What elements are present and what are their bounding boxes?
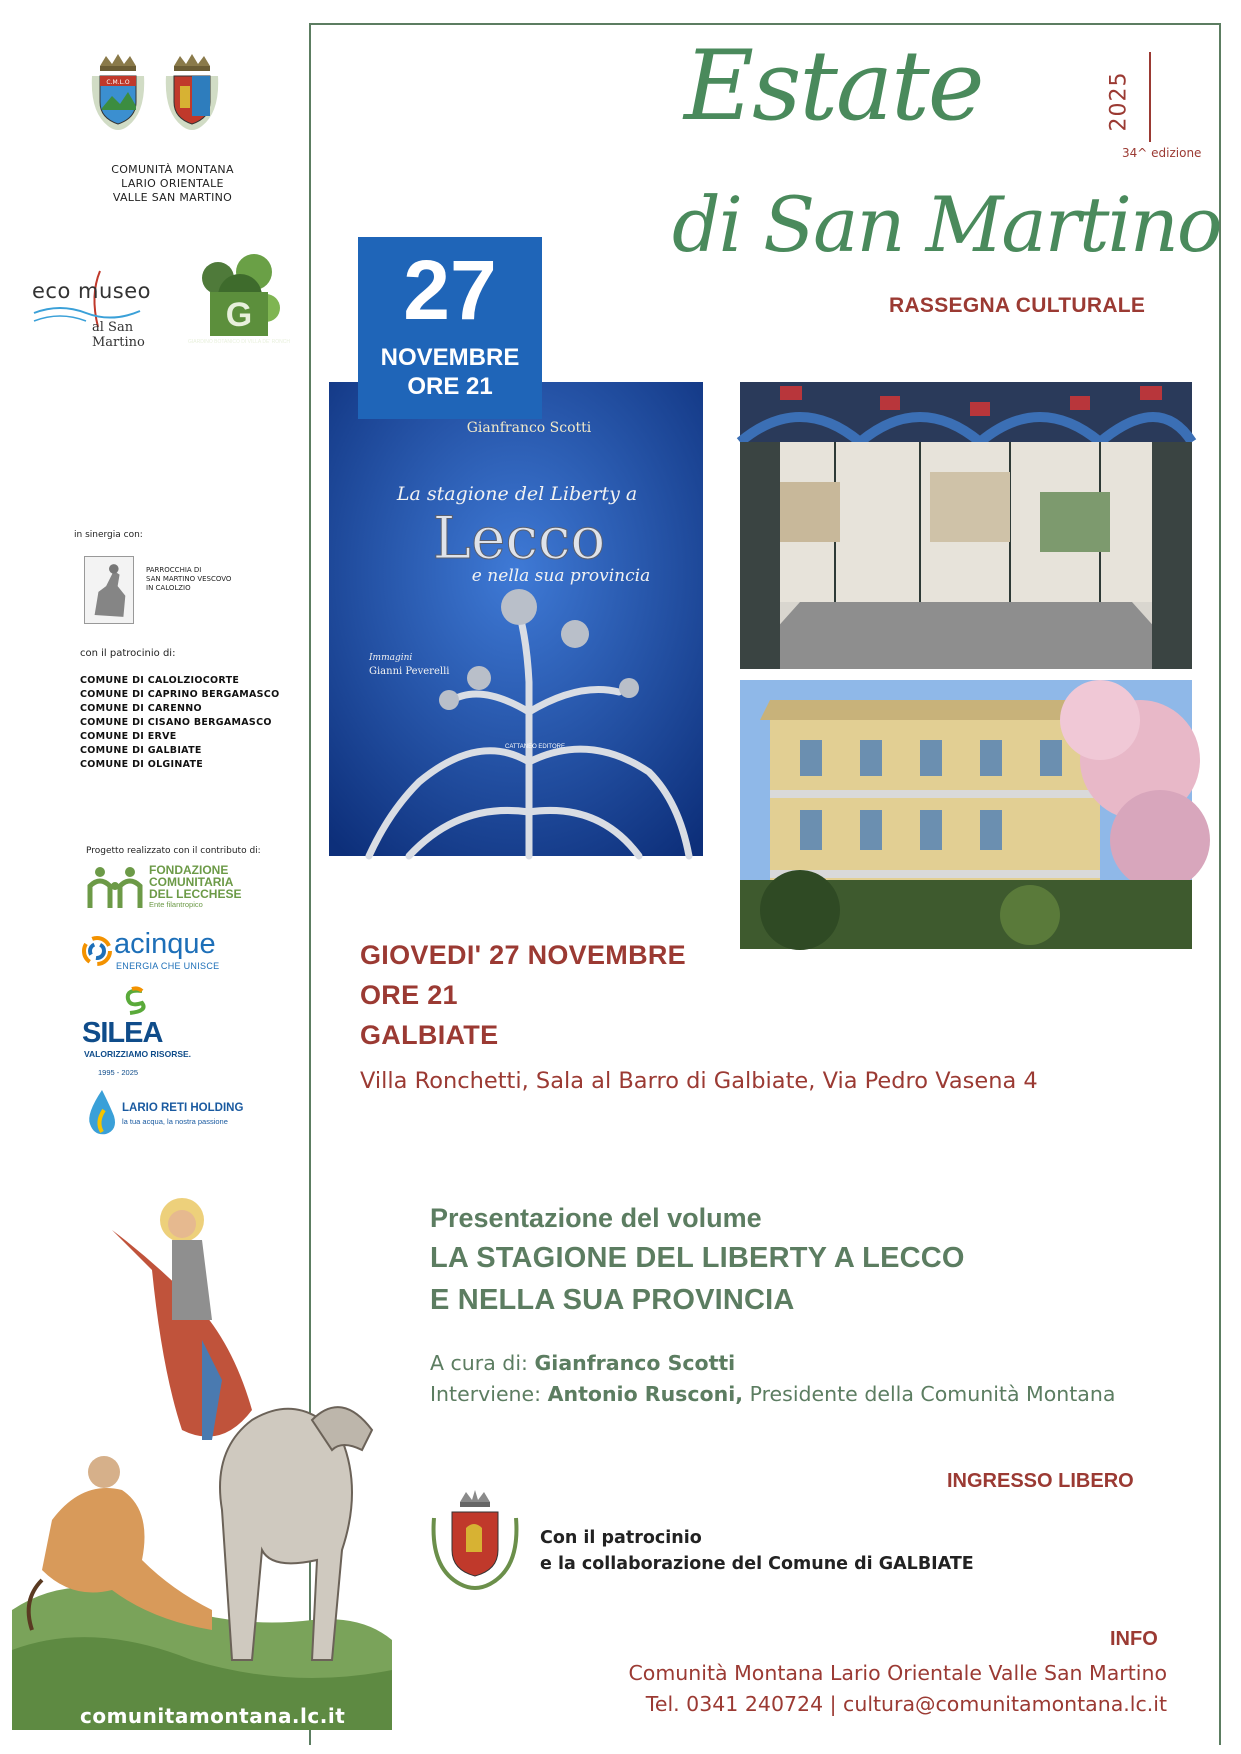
event-venue: Villa Ronchetti, Sala al Barro di Galbiate, Via Pedro Vasena 4 (360, 1068, 1038, 1094)
comune-item: COMUNE DI OLGINATE (80, 759, 204, 770)
info-organization: Comunità Montana Lario Orientale Valle San Martino (628, 1661, 1167, 1685)
liberty-gazebo-photo (740, 382, 1192, 669)
book-author: Gianfranco Scotti (466, 420, 592, 436)
saint-martin-illustration (12, 1190, 392, 1730)
comune-item: COMUNE DI CISANO BERGAMASCO (80, 717, 272, 728)
svg-text:G: G (225, 296, 253, 334)
date-month: NOVEMBRE (380, 344, 520, 371)
comune-crest-icon (160, 52, 224, 142)
lario-reti-logo: LARIO RETI HOLDING la tua acqua, la nostra passione (80, 1088, 240, 1138)
villa-ronchetti-photo (740, 680, 1192, 949)
ecomuseo-logo (30, 265, 190, 350)
project-label: Progetto realizzato con il contributo di: (86, 846, 261, 856)
book-images-label: Immagini (369, 653, 413, 663)
comune-item: COMUNE DI ERVE (80, 731, 177, 742)
book-images-author: Gianni Peverelli (369, 666, 450, 677)
book-publisher: CATTANEO EDITORE (504, 744, 566, 750)
ecomuseo-sub: al San Martino (92, 320, 145, 350)
website-link[interactable]: comunitamontana.lc.it (80, 1704, 346, 1728)
parrocchia-name: PARROCCHIA DI SAN MARTINO VESCOVO IN CALOLZIO (146, 566, 232, 592)
volume-title-line2: E NELLA SUA PROVINCIA (430, 1284, 795, 1316)
edition-label: 34^ edizione (1122, 146, 1202, 160)
crest-label: C.M.L.O (106, 79, 130, 86)
date-day: 27 (403, 243, 497, 337)
water-drop-icon (82, 1088, 122, 1138)
comune-item: COMUNE DI GALBIATE (80, 745, 202, 756)
book-title-top: La stagione del Liberty a (396, 483, 638, 505)
year-label: 2025 (1106, 71, 1132, 132)
patronage-comuni-list (80, 674, 279, 772)
info-label: INFO (1110, 1628, 1158, 1650)
event-time: ORE 21 (360, 980, 458, 1010)
rassegna-subtitle: RASSEGNA CULTURALE (889, 294, 1146, 317)
giardino-label: GIARDINO BOTANICO DI VILLA DE' RONCH (188, 339, 290, 345)
patronage-line2: e la collaborazione del Comune di GALBIATE (540, 1554, 974, 1574)
acinque-swirl-icon (80, 934, 114, 968)
info-contact[interactable]: Tel. 0341 240724 | cultura@comunitamontana.lc.it (645, 1692, 1167, 1716)
speaker-label: Interviene: (430, 1382, 542, 1406)
comune-item: COMUNE DI CALOLZIOCORTE (80, 675, 240, 686)
speaker-line (430, 1382, 1115, 1406)
book-cover (329, 382, 703, 856)
galbiate-crest-icon (430, 1488, 520, 1600)
comune-item: COMUNE DI CARENNO (80, 703, 202, 714)
free-entry-label: INGRESSO LIBERO (947, 1470, 1134, 1492)
book-title-main: Lecco (432, 504, 606, 572)
date-time: ORE 21 (407, 373, 493, 400)
patronage-line1: Con il patrocinio (540, 1528, 702, 1548)
fondazione-name: FONDAZIONE COMUNITARIA DEL LECCHESE (149, 863, 242, 901)
event-place: GALBIATE (360, 1020, 499, 1050)
silea-swirl-icon (120, 985, 150, 1015)
year-divider (1149, 52, 1151, 142)
speaker-name: Antonio Rusconi, (547, 1382, 744, 1406)
speaker-role: Presidente della Comunità Montana (749, 1382, 1116, 1406)
book-title-bottom: e nella sua provincia (471, 566, 651, 586)
curator-line (430, 1351, 735, 1375)
cmlo-crest-icon (86, 52, 150, 142)
curator-name: Gianfranco Scotti (534, 1351, 736, 1375)
parrocchia-emblem-icon (84, 556, 134, 624)
ecomuseo-word: eco museo (32, 279, 151, 303)
title-line2: di San Martino (672, 180, 1221, 269)
presentation-intro: Presentazione del volume (430, 1203, 762, 1233)
patronage-label: con il patrocinio di: (80, 648, 176, 659)
comune-item: COMUNE DI CAPRINO BERGAMASCO (80, 689, 280, 700)
date-box (358, 237, 542, 419)
giardino-botanico-logo (188, 250, 290, 355)
fondazione-sub: Ente filantropico (149, 900, 203, 909)
organizer-name: COMUNITÀ MONTANA LARIO ORIENTALE VALLE SAN MARTINO (111, 163, 234, 204)
title-line1: Estate (684, 30, 983, 142)
volume-title-line1: LA STAGIONE DEL LIBERTY A LECCO (430, 1242, 965, 1274)
curator-label: A cura di: (430, 1351, 528, 1375)
silea-logo: SILEA VALORIZZIAMO RISORSE. 1995 - 2025 (80, 985, 220, 1075)
synergy-label: in sinergia con: (74, 530, 143, 540)
event-date: GIOVEDI' 27 NOVEMBRE (360, 940, 686, 970)
